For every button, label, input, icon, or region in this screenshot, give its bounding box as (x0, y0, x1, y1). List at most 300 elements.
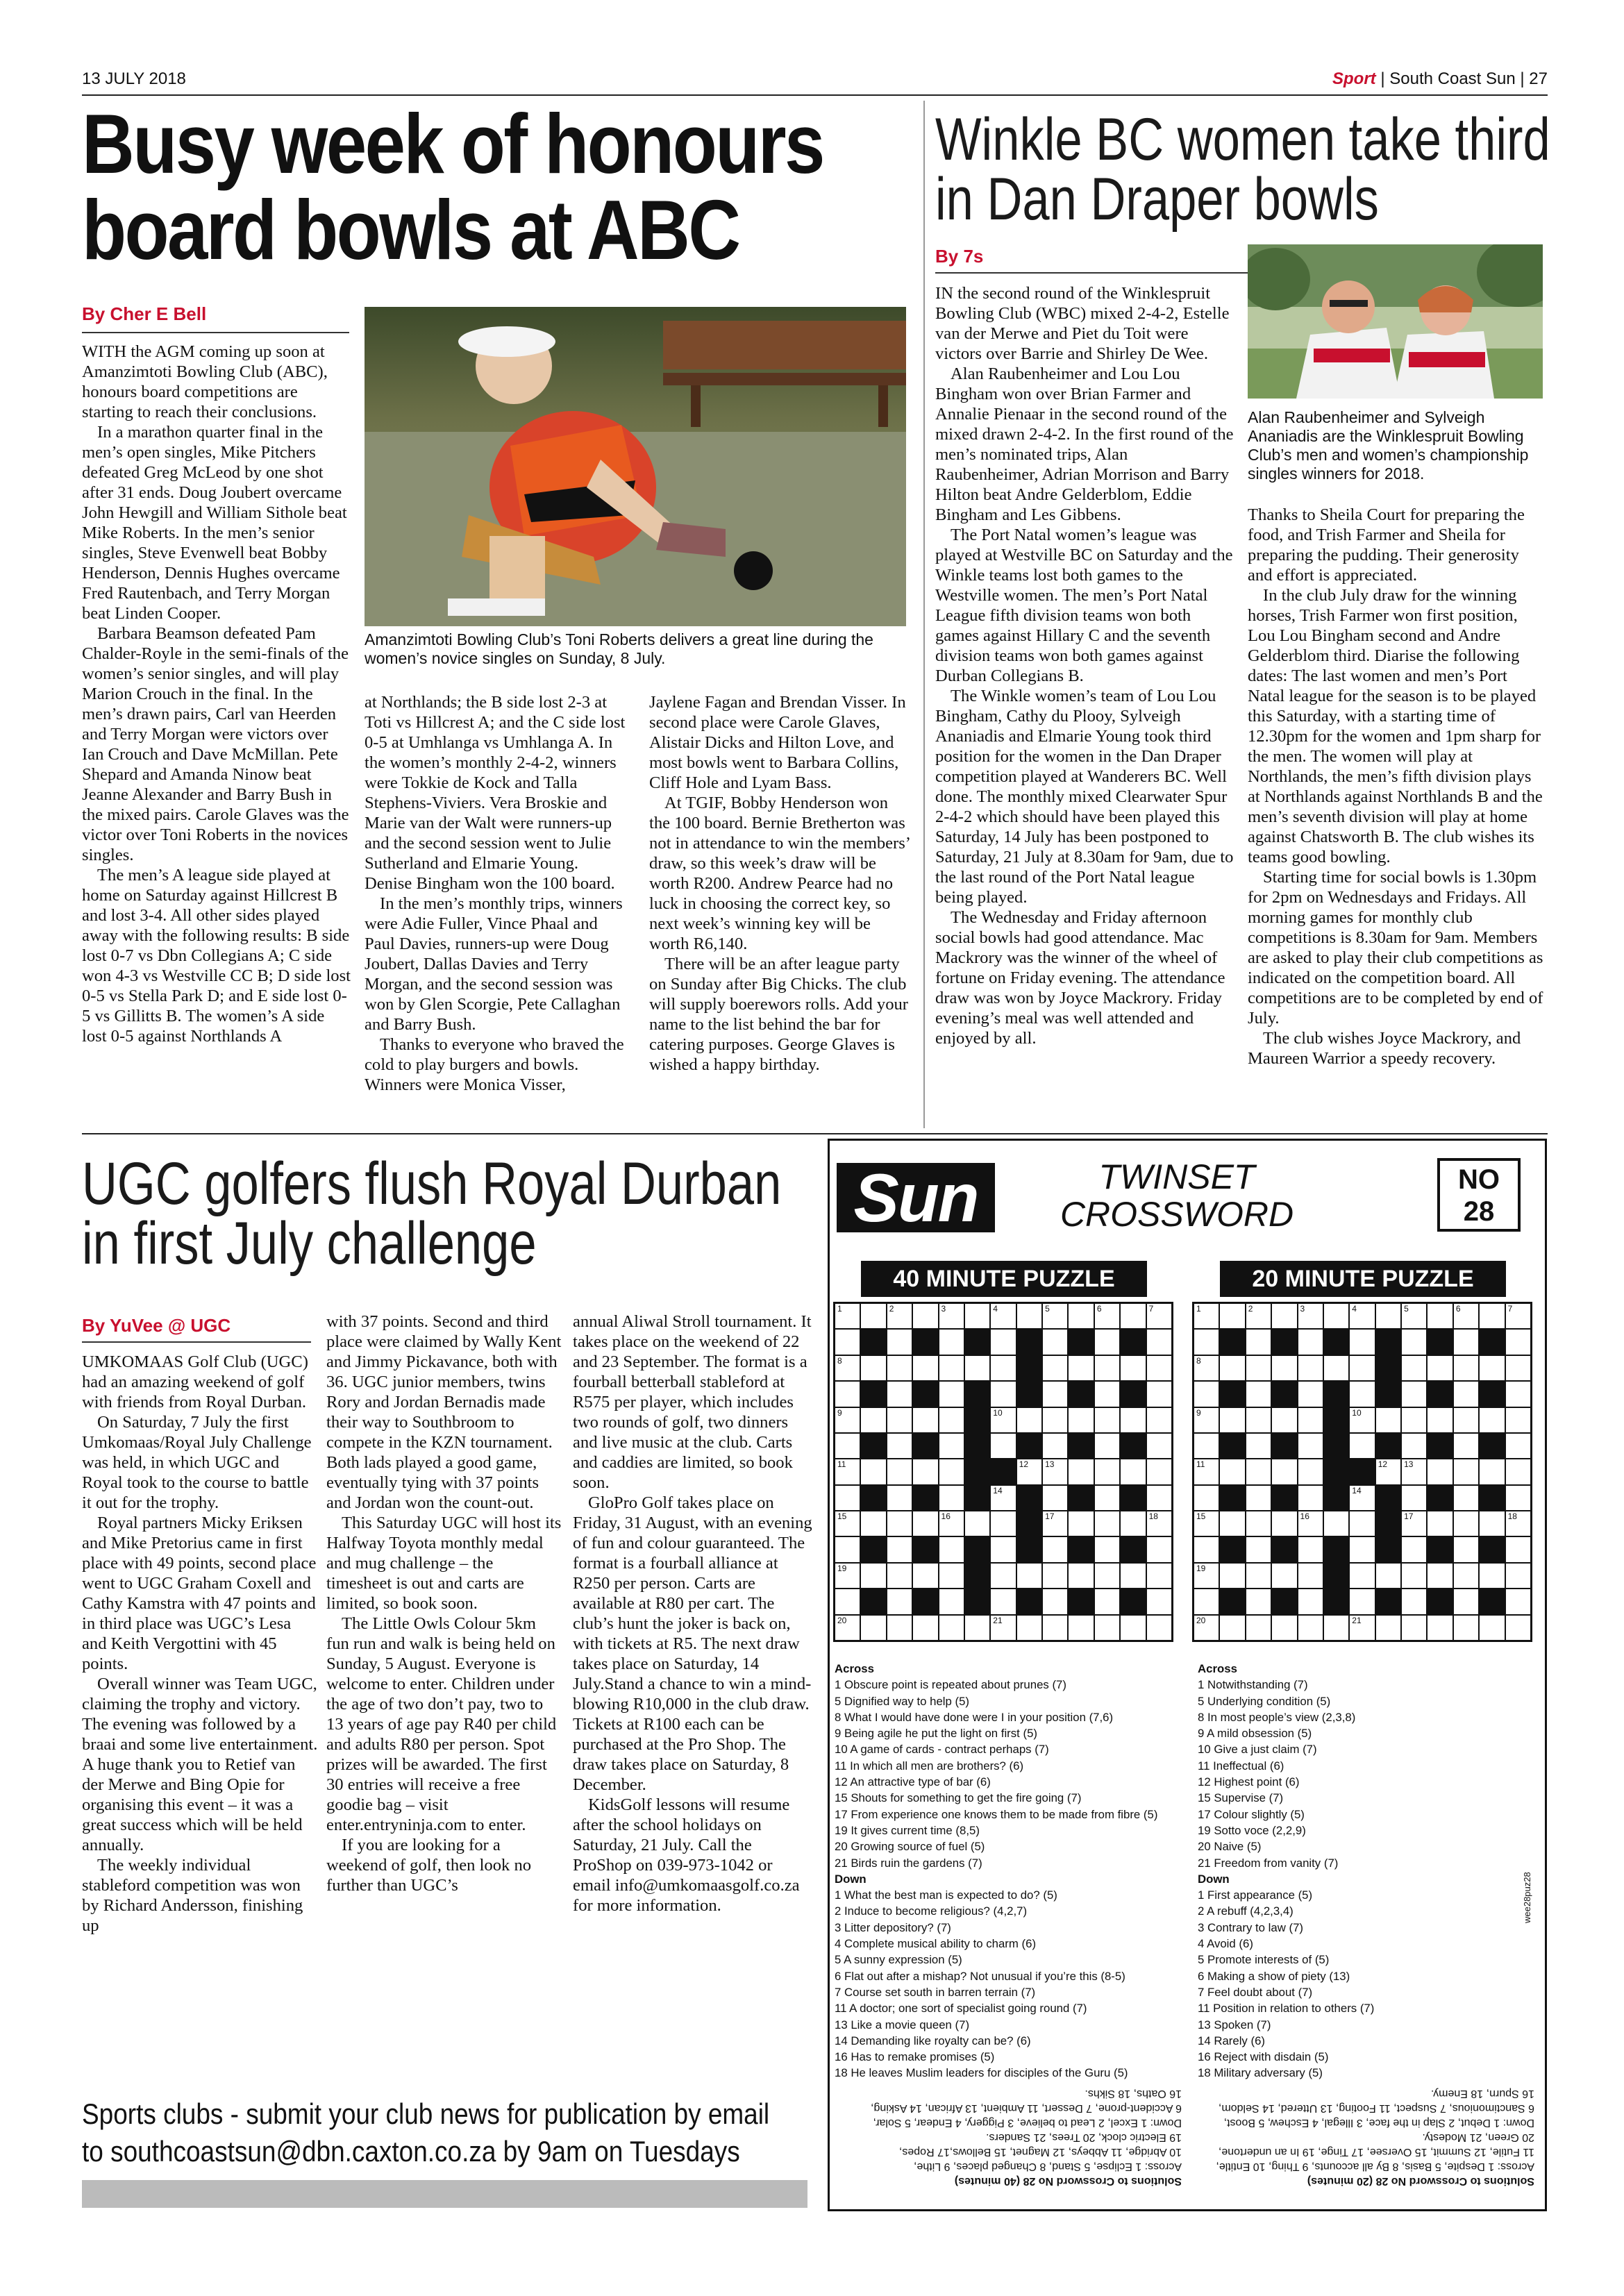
crossword-cell[interactable] (939, 1486, 964, 1510)
crossword-cell[interactable] (1428, 1616, 1452, 1640)
crossword-cell[interactable] (965, 1356, 989, 1380)
crossword-cell[interactable] (1246, 1589, 1271, 1614)
crossword-cell[interactable] (1246, 1356, 1271, 1380)
crossword-cell[interactable] (1454, 1408, 1478, 1432)
crossword-cell[interactable] (835, 1356, 860, 1380)
crossword-cell[interactable] (1454, 1356, 1478, 1380)
crossword-cell[interactable] (1402, 1589, 1426, 1614)
puzzle-20-label: 20 MINUTE PUZZLE (1220, 1261, 1506, 1297)
crossword-cell[interactable] (1147, 1330, 1171, 1354)
crossword-cell[interactable] (1272, 1459, 1296, 1484)
crossword-cell[interactable] (1350, 1486, 1374, 1510)
crossword-cell[interactable] (1402, 1408, 1426, 1432)
crossword-cell[interactable] (1147, 1564, 1171, 1588)
crossword-cell[interactable] (939, 1537, 964, 1561)
crossword-cell[interactable] (1506, 1304, 1530, 1328)
article3-col2 (326, 1312, 562, 2046)
crossword-cell[interactable] (1043, 1537, 1067, 1561)
crossword-cell[interactable] (939, 1434, 964, 1458)
crossword-cell[interactable] (861, 1356, 885, 1380)
crossword-cell[interactable] (1121, 1304, 1145, 1328)
crossword-cell[interactable] (1454, 1434, 1478, 1458)
clue: 18 Military adversary (5) (1198, 2066, 1323, 2080)
crossword-cell[interactable] (1506, 1434, 1530, 1458)
crossword-cell[interactable] (1350, 1537, 1374, 1561)
crossword-cell[interactable] (1121, 1564, 1145, 1588)
crossword-cell[interactable] (1506, 1486, 1530, 1510)
crossword-cell[interactable] (1246, 1511, 1271, 1536)
crossword-cell[interactable] (1324, 1616, 1348, 1640)
crossword-clue-number: 4 (1352, 1304, 1357, 1314)
crossword-cell[interactable] (1506, 1537, 1530, 1561)
crossword-cell[interactable] (1147, 1382, 1171, 1406)
crossword-cell[interactable] (1095, 1330, 1119, 1354)
crossword-cell[interactable] (887, 1408, 912, 1432)
crossword-grid-20[interactable] (1192, 1302, 1532, 1642)
crossword-cell[interactable] (1298, 1564, 1323, 1588)
crossword-cell[interactable] (1121, 1511, 1145, 1536)
crossword-cell[interactable] (887, 1511, 912, 1536)
crossword-cell[interactable] (1220, 1356, 1244, 1380)
crossword-black-cell (1350, 1459, 1374, 1484)
crossword-cell[interactable] (1246, 1459, 1271, 1484)
crossword-cell[interactable] (1043, 1434, 1067, 1458)
crossword-cell[interactable] (835, 1304, 860, 1328)
crossword-cell[interactable] (887, 1564, 912, 1588)
crossword-cell[interactable] (913, 1408, 937, 1432)
crossword-cell[interactable] (991, 1564, 1015, 1588)
crossword-cell[interactable] (1454, 1304, 1478, 1328)
crossword-cell[interactable] (1506, 1589, 1530, 1614)
crossword-cell[interactable] (1324, 1511, 1348, 1536)
crossword-cell[interactable] (1194, 1382, 1219, 1406)
crossword-cell[interactable] (887, 1486, 912, 1510)
crossword-cell[interactable] (1350, 1382, 1374, 1406)
crossword-cell[interactable] (991, 1486, 1015, 1510)
crossword-cell[interactable] (1506, 1356, 1530, 1380)
crossword-cell[interactable] (1095, 1304, 1119, 1328)
crossword-cell[interactable] (939, 1589, 964, 1614)
crossword-cell[interactable] (913, 1356, 937, 1380)
crossword-cell[interactable] (1454, 1511, 1478, 1536)
crossword-cell[interactable] (1350, 1408, 1374, 1432)
crossword-cell[interactable] (1246, 1564, 1271, 1588)
crossword-cell[interactable] (1095, 1356, 1119, 1380)
crossword-cell[interactable] (861, 1511, 885, 1536)
crossword-cell[interactable] (861, 1408, 885, 1432)
crossword-cell[interactable] (835, 1589, 860, 1614)
paragraph: There will be an after league party on Sunday after Big Chicks. The club will supply boerewors rolls. Add your name to the list behind the bar for catering purposes. George Glaves is wished a happy birthday. (649, 955, 908, 1074)
crossword-cell[interactable] (939, 1616, 964, 1640)
crossword-cell[interactable] (1220, 1304, 1244, 1328)
crossword-cell[interactable] (1454, 1589, 1478, 1614)
crossword-cell[interactable] (1121, 1356, 1145, 1380)
crossword-cell[interactable] (939, 1459, 964, 1484)
crossword-black-cell (1428, 1434, 1452, 1458)
crossword-cell[interactable] (1043, 1564, 1067, 1588)
crossword-cell[interactable] (835, 1434, 860, 1458)
crossword-cell[interactable] (1480, 1304, 1504, 1328)
crossword-cell[interactable] (1324, 1356, 1348, 1380)
crossword-cell[interactable] (1324, 1304, 1348, 1328)
crossword-cell[interactable] (1095, 1408, 1119, 1432)
crossword-cell[interactable] (1246, 1304, 1271, 1328)
crossword-black-cell (965, 1589, 989, 1614)
crossword-cell[interactable] (1069, 1459, 1093, 1484)
crossword-cell[interactable] (939, 1330, 964, 1354)
crossword-cell[interactable] (939, 1382, 964, 1406)
crossword-cell[interactable] (1147, 1616, 1171, 1640)
crossword-cell[interactable] (1043, 1486, 1067, 1510)
crossword-cell[interactable] (1350, 1616, 1374, 1640)
crossword-cell[interactable] (1220, 1459, 1244, 1484)
crossword-cell[interactable] (1272, 1616, 1296, 1640)
crossword-cell[interactable] (1506, 1459, 1530, 1484)
crossword-cell[interactable] (913, 1564, 937, 1588)
crossword-cell[interactable] (1506, 1408, 1530, 1432)
crossword-cell[interactable] (1298, 1356, 1323, 1380)
crossword-cell[interactable] (1402, 1537, 1426, 1561)
solution-line: Down: 1 Debut, 2 Slap in the face, 3 Illegal, 4 Eschew, 5 Boost, (1223, 2117, 1534, 2129)
crossword-cell[interactable] (991, 1382, 1015, 1406)
crossword-cell[interactable] (1069, 1356, 1093, 1380)
crossword-cell[interactable] (1095, 1459, 1119, 1484)
crossword-cell[interactable] (1121, 1616, 1145, 1640)
crossword-cell[interactable] (1480, 1616, 1504, 1640)
crossword-cell[interactable] (1298, 1408, 1323, 1432)
crossword-cell[interactable] (1428, 1356, 1452, 1380)
crossword-cell[interactable] (1147, 1486, 1171, 1510)
crossword-cell[interactable] (1376, 1616, 1400, 1640)
crossword-cell[interactable] (1017, 1616, 1041, 1640)
crossword-cell[interactable] (991, 1304, 1015, 1328)
crossword-cell[interactable] (1454, 1616, 1478, 1640)
crossword-cell[interactable] (1043, 1459, 1067, 1484)
crossword-cell[interactable] (835, 1408, 860, 1432)
crossword-cell[interactable] (1298, 1330, 1323, 1354)
crossword-cell[interactable] (1454, 1537, 1478, 1561)
crossword-cell[interactable] (1454, 1330, 1478, 1354)
crossword-cell[interactable] (1121, 1459, 1145, 1484)
crossword-cell[interactable] (1017, 1564, 1041, 1588)
crossword-cell[interactable] (887, 1459, 912, 1484)
crossword-cell[interactable] (1298, 1459, 1323, 1484)
crossword-cell[interactable] (1095, 1486, 1119, 1510)
crossword-cell[interactable] (1454, 1382, 1478, 1406)
crossword-cell[interactable] (913, 1616, 937, 1640)
crossword-cell[interactable] (1298, 1589, 1323, 1614)
crossword-cell[interactable] (1428, 1304, 1452, 1328)
crossword-black-cell (1069, 1382, 1093, 1406)
crossword-cell[interactable] (1428, 1564, 1452, 1588)
crossword-cell[interactable] (939, 1564, 964, 1588)
crossword-cell[interactable] (1402, 1304, 1426, 1328)
crossword-cell[interactable] (1043, 1330, 1067, 1354)
crossword-cell[interactable] (1147, 1511, 1171, 1536)
crossword-cell[interactable] (1402, 1486, 1426, 1510)
crossword-cell[interactable] (1350, 1304, 1374, 1328)
crossword-cell[interactable] (1246, 1537, 1271, 1561)
crossword-cell[interactable] (1428, 1408, 1452, 1432)
crossword-cell[interactable] (887, 1589, 912, 1614)
crossword-cell[interactable] (861, 1564, 885, 1588)
solution-line: Across: 1 Despite, 5 Basis, 8 By all accounts, 9 Thing, 10 Entitle, (1216, 2161, 1534, 2172)
crossword-cell[interactable] (1069, 1304, 1093, 1328)
crossword-cell[interactable] (1480, 1511, 1504, 1536)
article1-col2 (365, 692, 628, 1126)
crossword-cell[interactable] (1095, 1511, 1119, 1536)
crossword-cell[interactable] (939, 1408, 964, 1432)
crossword-cell[interactable] (1376, 1408, 1400, 1432)
crossword-cell[interactable] (991, 1408, 1015, 1432)
crossword-cell[interactable] (1147, 1434, 1171, 1458)
crossword-cell[interactable] (1506, 1511, 1530, 1536)
crossword-black-cell (1324, 1486, 1348, 1510)
clue: 11 Ineffectual (6) (1198, 1759, 1284, 1773)
crossword-black-cell (1069, 1537, 1093, 1561)
crossword-cell[interactable] (1376, 1459, 1400, 1484)
crossword-cell[interactable] (1194, 1434, 1219, 1458)
crossword-cell[interactable] (1017, 1304, 1041, 1328)
crossword-cell[interactable] (913, 1511, 937, 1536)
crossword-cell[interactable] (1147, 1589, 1171, 1614)
crossword-cell[interactable] (939, 1511, 964, 1536)
crossword-cell[interactable] (1194, 1459, 1219, 1484)
crossword-cell[interactable] (1147, 1459, 1171, 1484)
page-section-info: Sport | South Coast Sun | 27 (1332, 69, 1548, 88)
crossword-cell[interactable] (965, 1511, 989, 1536)
crossword-cell[interactable] (1402, 1382, 1426, 1406)
crossword-cell[interactable] (1480, 1408, 1504, 1432)
crossword-cell[interactable] (861, 1304, 885, 1328)
crossword-cell[interactable] (1506, 1382, 1530, 1406)
crossword-clue-number: 12 (1378, 1459, 1388, 1470)
crossword-cell[interactable] (991, 1434, 1015, 1458)
crossword-cell[interactable] (1246, 1330, 1271, 1354)
crossword-cell[interactable] (1220, 1616, 1244, 1640)
crossword-black-cell (1324, 1537, 1348, 1561)
crossword-cell[interactable] (1095, 1434, 1119, 1458)
crossword-cell[interactable] (887, 1382, 912, 1406)
crossword-cell[interactable] (1454, 1564, 1478, 1588)
crossword-cell[interactable] (1402, 1511, 1426, 1536)
crossword-cell[interactable] (1402, 1434, 1426, 1458)
crossword-cell[interactable] (835, 1537, 860, 1561)
crossword-cell[interactable] (1298, 1486, 1323, 1510)
crossword-cell[interactable] (1480, 1356, 1504, 1380)
crossword-cell[interactable] (835, 1486, 860, 1510)
crossword-cell[interactable] (939, 1304, 964, 1328)
crossword-cell[interactable] (1194, 1589, 1219, 1614)
crossword-cell[interactable] (1069, 1616, 1093, 1640)
crossword-cell[interactable] (1147, 1537, 1171, 1561)
crossword-cell[interactable] (1272, 1408, 1296, 1432)
crossword-cell[interactable] (913, 1459, 937, 1484)
crossword-cell[interactable] (1043, 1304, 1067, 1328)
crossword-cell[interactable] (991, 1356, 1015, 1380)
crossword-cell[interactable] (1147, 1304, 1171, 1328)
crossword-cell[interactable] (835, 1511, 860, 1536)
crossword-cell[interactable] (1350, 1511, 1374, 1536)
crossword-cell[interactable] (1246, 1616, 1271, 1640)
crossword-cell[interactable] (1428, 1459, 1452, 1484)
solution-line: Down: 1 Excel, 2 Lead to believe, 3 Piggery, 4 Endear, 5 Solar, (873, 2117, 1182, 2129)
crossword-cell[interactable] (861, 1616, 885, 1640)
crossword-cell[interactable] (1506, 1330, 1530, 1354)
crossword-cell[interactable] (1220, 1408, 1244, 1432)
paragraph: Thanks to everyone who braved the cold to play burgers and bowls. Winners were Monica Visser, (365, 1035, 624, 1094)
crossword-cell[interactable] (835, 1330, 860, 1354)
crossword-cell[interactable] (1121, 1408, 1145, 1432)
clue: 20 Naive (5) (1198, 1840, 1262, 1854)
bowler-photo (365, 307, 906, 626)
crossword-cell[interactable] (1402, 1330, 1426, 1354)
crossword-cell[interactable] (1147, 1356, 1171, 1380)
crossword-cell[interactable] (1194, 1304, 1219, 1328)
crossword-grid-40[interactable] (833, 1302, 1173, 1642)
paragraph: In a marathon quarter final in the men’s open singles, Mike Pitchers defeated Greg McLeod by one shot after 31 ends. Doug Joubert overcame John Hewgill and William Sithole beat Mike Roberts. In the men’s senior singles, Steve Evenwell beat Bobby Henderson, Dennis Hughes overcame Fred Rautenbach, and Terry Morgan beat Linden Cooper. (82, 423, 347, 623)
crossword-cell[interactable] (887, 1537, 912, 1561)
crossword-cell[interactable] (913, 1304, 937, 1328)
crossword-cell[interactable] (1194, 1486, 1219, 1510)
clue-heading: Down (835, 1872, 867, 1886)
crossword-cell[interactable] (1298, 1304, 1323, 1328)
crossword-cell[interactable] (1454, 1459, 1478, 1484)
crossword-cell[interactable] (1220, 1511, 1244, 1536)
crossword-cell[interactable] (991, 1330, 1015, 1354)
crossword-black-cell (1272, 1382, 1296, 1406)
crossword-cell[interactable] (835, 1459, 860, 1484)
crossword-black-cell (1324, 1382, 1348, 1406)
crossword-black-cell (861, 1434, 885, 1458)
crossword-cell[interactable] (1194, 1511, 1219, 1536)
crossword-cell[interactable] (1095, 1564, 1119, 1588)
crossword-cell[interactable] (1043, 1589, 1067, 1614)
crossword-cell[interactable] (1246, 1408, 1271, 1432)
crossword-cell[interactable] (1069, 1408, 1093, 1432)
crossword-cell[interactable] (1069, 1564, 1093, 1588)
crossword-cell[interactable] (1376, 1564, 1400, 1588)
crossword-cell[interactable] (1095, 1616, 1119, 1640)
paragraph: This Saturday UGC will host its Halfway Toyota monthly medal and mug challenge – the timesheet is out and carts are limited, so book soon. (326, 1514, 562, 1613)
article2-col1 (935, 283, 1234, 1127)
clue: 4 Complete musical ability to charm (6) (835, 1937, 1037, 1951)
crossword-cell[interactable] (1298, 1511, 1323, 1536)
crossword-number-label: NO (1458, 1164, 1500, 1195)
crossword-cell[interactable] (991, 1589, 1015, 1614)
crossword-cell[interactable] (1043, 1356, 1067, 1380)
crossword-black-cell (1480, 1486, 1504, 1510)
crossword-black-cell (1017, 1382, 1041, 1406)
crossword-cell[interactable] (835, 1564, 860, 1588)
crossword-cell[interactable] (1043, 1408, 1067, 1432)
crossword-cell[interactable] (1095, 1589, 1119, 1614)
crossword-cell[interactable] (1350, 1564, 1374, 1588)
crossword-cell[interactable] (1480, 1564, 1504, 1588)
crossword-cell[interactable] (991, 1616, 1015, 1640)
clue: 10 A game of cards - contract perhaps (7) (835, 1743, 1049, 1757)
crossword-cell[interactable] (1272, 1564, 1296, 1588)
crossword-cell[interactable] (835, 1382, 860, 1406)
crossword-cell[interactable] (1246, 1434, 1271, 1458)
crossword-cell[interactable] (1298, 1382, 1323, 1406)
crossword-cell[interactable] (1402, 1356, 1426, 1380)
crossword-cell[interactable] (1194, 1356, 1219, 1380)
crossword-cell[interactable] (939, 1356, 964, 1380)
crossword-cell[interactable] (1194, 1616, 1219, 1640)
crossword-cell[interactable] (965, 1304, 989, 1328)
crossword-cell[interactable] (887, 1330, 912, 1354)
crossword-cell[interactable] (991, 1537, 1015, 1561)
column-divider (923, 101, 925, 1128)
crossword-cell[interactable] (1454, 1486, 1478, 1510)
crossword-cell[interactable] (1246, 1382, 1271, 1406)
crossword-cell[interactable] (1350, 1356, 1374, 1380)
crossword-cell[interactable] (1376, 1304, 1400, 1328)
crossword-cell[interactable] (1043, 1511, 1067, 1536)
solution-line: Solutions to Crossword No 28 (20 minutes) (1307, 2175, 1534, 2187)
crossword-cell[interactable] (1272, 1511, 1296, 1536)
crossword-cell[interactable] (1017, 1408, 1041, 1432)
article3-col3 (573, 1312, 812, 2046)
crossword-cell[interactable] (1069, 1511, 1093, 1536)
crossword-cell[interactable] (1043, 1382, 1067, 1406)
crossword-cell[interactable] (1095, 1537, 1119, 1561)
crossword-cell[interactable] (1194, 1330, 1219, 1354)
crossword-cell[interactable] (1480, 1459, 1504, 1484)
crossword-cell[interactable] (887, 1304, 912, 1328)
paragraph: Barbara Beamson defeated Pam Chalder-Royle in the semi-finals of the women’s senior singles, and will play Marion Crouch in the final. In the men’s drawn pairs, Carl van Heerden and Terry Morgan were victors over Ian Crouch and Dave McMillan. Pete Shepard and Amanda Ninow beat Jeanne Alexander and Barry Bush in the mixed pairs. Carole Glaves was the victor over Toni Roberts in the novices singles. (82, 624, 349, 864)
crossword-cell[interactable] (1220, 1564, 1244, 1588)
crossword-cell[interactable] (1246, 1486, 1271, 1510)
crossword-cell[interactable] (1272, 1304, 1296, 1328)
crossword-cell[interactable] (1428, 1511, 1452, 1536)
crossword-cell[interactable] (1402, 1459, 1426, 1484)
crossword-cell[interactable] (965, 1616, 989, 1640)
crossword-cell[interactable] (1194, 1408, 1219, 1432)
crossword-cell[interactable] (887, 1616, 912, 1640)
crossword-cell[interactable] (1017, 1459, 1041, 1484)
clue: 1 What the best man is expected to do? (5) (835, 1888, 1057, 1902)
crossword-cell[interactable] (861, 1459, 885, 1484)
crossword-cell[interactable] (835, 1616, 860, 1640)
crossword-cell[interactable] (887, 1434, 912, 1458)
crossword-clue-number: 16 (941, 1511, 951, 1522)
crossword-cell[interactable] (1272, 1356, 1296, 1380)
crossword-cell[interactable] (1194, 1537, 1219, 1561)
clue: 13 Spoken (7) (1198, 2018, 1271, 2031)
crossword-cell[interactable] (1402, 1616, 1426, 1640)
crossword-cell[interactable] (1298, 1616, 1323, 1640)
article1-byline: By Cher E Bell (82, 303, 207, 324)
crossword-cell[interactable] (1350, 1330, 1374, 1354)
crossword-cell[interactable] (1194, 1564, 1219, 1588)
crossword-cell[interactable] (991, 1511, 1015, 1536)
crossword-cell[interactable] (1402, 1564, 1426, 1588)
crossword-cell[interactable] (887, 1356, 912, 1380)
crossword-cell[interactable] (1350, 1434, 1374, 1458)
crossword-cell[interactable] (1298, 1434, 1323, 1458)
crossword-black-cell (861, 1330, 885, 1354)
crossword-cell[interactable] (1350, 1589, 1374, 1614)
crossword-cell[interactable] (1506, 1564, 1530, 1588)
crossword-cell[interactable] (1298, 1537, 1323, 1561)
crossword-cell[interactable] (1147, 1408, 1171, 1432)
crossword-black-cell (1376, 1589, 1400, 1614)
crossword-cell[interactable] (1506, 1616, 1530, 1640)
crossword-cell[interactable] (1095, 1382, 1119, 1406)
crossword-cell[interactable] (1043, 1616, 1067, 1640)
